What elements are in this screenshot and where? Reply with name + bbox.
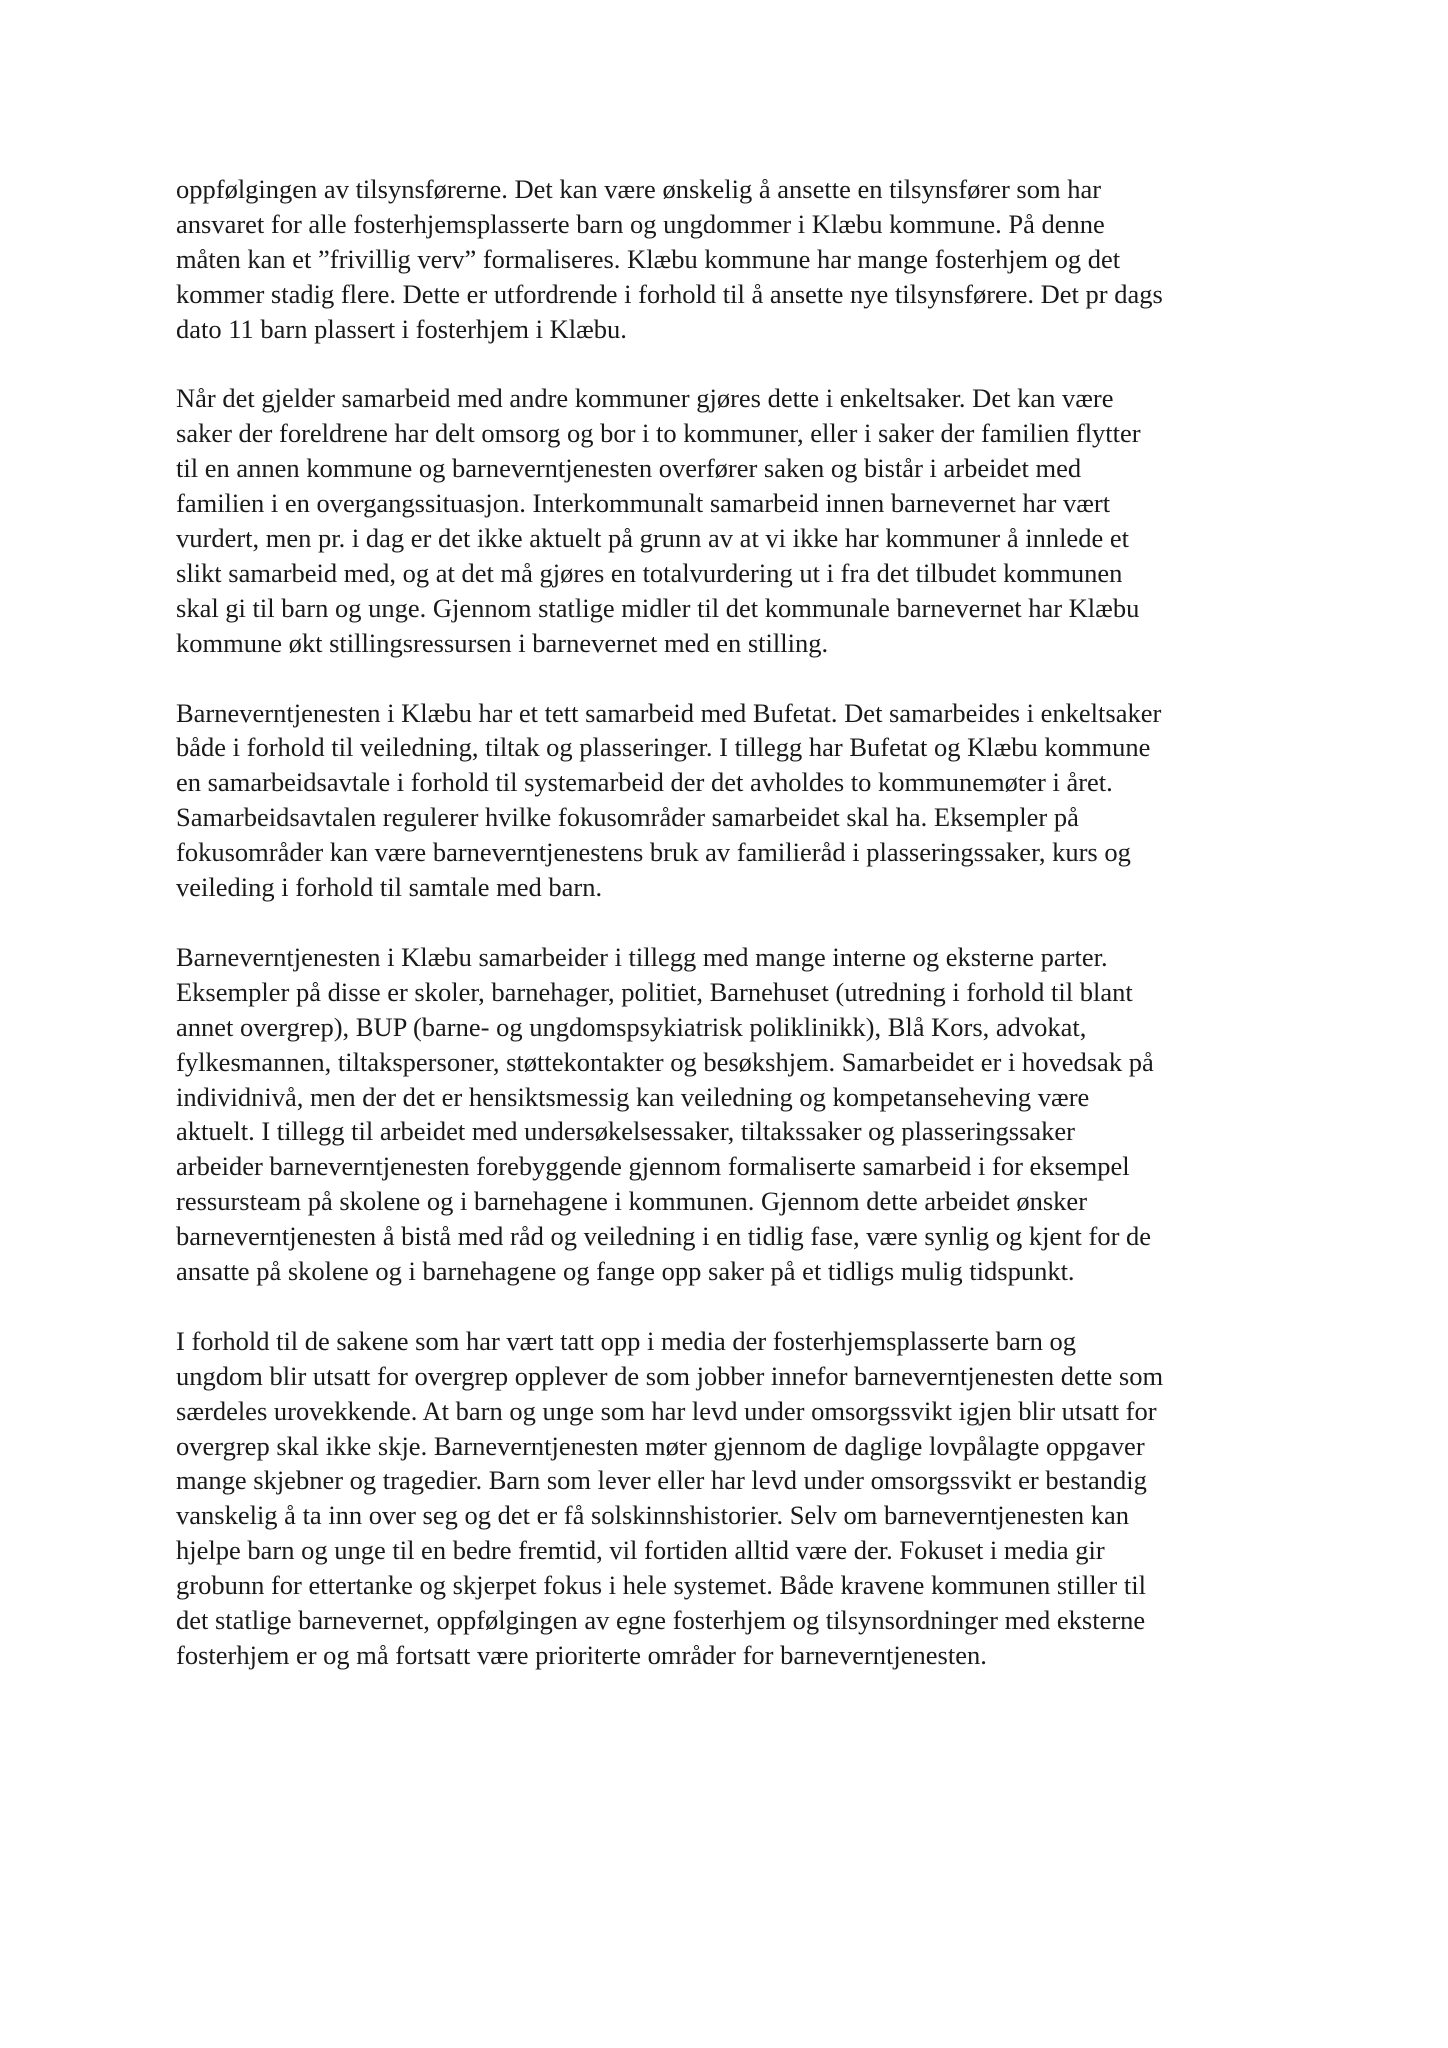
text-line: kommer stadig flere. Dette er utfordrende i forhold til å ansette nye tilsynsførere. Det pr dags bbox=[176, 278, 1163, 309]
text-line: oppfølgingen av tilsynsførerne. Det kan være ønskelig å ansette en tilsynsfører som har bbox=[176, 174, 1102, 204]
text-line: fylkesmannen, tiltakspersoner, støttekontakter og besøkshjem. Samarbeidet er i hovedsak på bbox=[176, 1046, 1154, 1077]
text-line: ungdom blir utsatt for overgrep opplever de som jobber innefor barneverntjenesten dette som bbox=[176, 1360, 1164, 1391]
text-line: Samarbeidsavtalen regulerer hvilke fokusområder samarbeidet skal ha. Eksempler på bbox=[176, 802, 1079, 833]
text-line: fosterhjem er og må fortsatt være prioriterte områder for barneverntjenesten. bbox=[176, 1640, 987, 1670]
text-line: måten kan et ”frivillig verv” formaliseres. Klæbu kommune har mange fosterhjem og det bbox=[176, 243, 1121, 274]
text-line: det statlige barnevernet, oppfølgingen av egne fosterhjem og tilsynsordninger med eksterne bbox=[176, 1605, 1146, 1636]
text-line: vanskelig å ta inn over seg og det er få solskinnshistorier. Selv om barneverntjenesten kan bbox=[176, 1500, 1130, 1531]
text-line: kommune økt stillingsressursen i barnevernet med en stilling. bbox=[176, 627, 829, 658]
text-line: barneverntjenesten å bistå med råd og veiledning i en tidlig fase, være synlig og kjent for de bbox=[176, 1221, 1152, 1252]
text-line: Eksempler på disse er skoler, barnehager, politiet, Barnehuset (utredning i forhold til blant bbox=[176, 976, 1133, 1007]
text-line: både i forhold til veiledning, tiltak og plasseringer. I tillegg har Bufetat og Klæbu kommune bbox=[176, 732, 1151, 763]
text-line: ressursteam på skolene og i barnehagene i kommunen. Gjennom dette arbeidet ønsker bbox=[176, 1186, 1088, 1217]
text-line: fokusområder kan være barneverntjenestens bruk av familieråd i plasseringssaker, kurs og bbox=[176, 837, 1131, 868]
paragraph-4 bbox=[176, 940, 1286, 1289]
text-line: en samarbeidsavtale i forhold til systemarbeid der det avholdes to kommunemøter i året. bbox=[176, 767, 1113, 798]
text-line: familien i en overgangssituasjon. Interkommunalt samarbeid innen barnevernet har vært bbox=[176, 488, 1111, 519]
text-line: grobunn for ettertanke og skjerpet fokus i hele systemet. Både kravene kommunen stiller til bbox=[176, 1570, 1146, 1601]
text-line: I forhold til de sakene som har vært tatt opp i media der fosterhjemsplasserte barn og bbox=[176, 1325, 1077, 1356]
text-line: aktuelt. I tillegg til arbeidet med undersøkelsessaker, tiltakssaker og plasseringssaker bbox=[176, 1116, 1075, 1147]
paragraph-2 bbox=[176, 381, 1286, 660]
paragraph-5 bbox=[176, 1324, 1286, 1673]
text-line: ansvaret for alle fosterhjemsplasserte barn og ungdommer i Klæbu kommune. På denne bbox=[176, 208, 1105, 239]
text-line: overgrep skal ikke skje. Barneverntjenesten møter gjennom de daglige lovpålagte oppgaver bbox=[176, 1430, 1145, 1461]
text-line: særdeles urovekkende. At barn og unge som har levd under omsorgssvikt igjen blir utsatt for bbox=[176, 1395, 1157, 1426]
paragraph-3 bbox=[176, 696, 1286, 905]
text-line: annet overgrep), BUP (barne- og ungdomspsykiatrisk poliklinikk), Blå Kors, advokat, bbox=[176, 1011, 1087, 1042]
text-line: skal gi til barn og unge. Gjennom statlige midler til det kommunale barnevernet har Klæbu bbox=[176, 592, 1140, 623]
text-line: Barneverntjenesten i Klæbu har et tett samarbeid med Bufetat. Det samarbeides i enkeltsaker bbox=[176, 697, 1162, 728]
text-line: ansatte på skolene og i barnehagene og fange opp saker på et tidligs mulig tidspunkt. bbox=[176, 1256, 1075, 1287]
text-line: Når det gjelder samarbeid med andre kommuner gjøres dette i enkeltsaker. Det kan være bbox=[176, 383, 1114, 414]
text-line: individnivå, men der det er hensiktsmessig kan veiledning og kompetanseheving være bbox=[176, 1081, 1090, 1112]
text-line: veileding i forhold til samtale med barn. bbox=[176, 872, 603, 903]
text-line: hjelpe barn og unge til en bedre fremtid, vil fortiden alltid være der. Fokuset i media gir bbox=[176, 1535, 1105, 1566]
paragraph-1 bbox=[176, 172, 1286, 347]
text-line: dato 11 barn plassert i fosterhjem i Klæbu. bbox=[176, 313, 627, 344]
text-line: arbeider barneverntjenesten forebyggende gjennom formaliserte samarbeid i for eksempel bbox=[176, 1151, 1130, 1182]
text-line: Barneverntjenesten i Klæbu samarbeider i tillegg med mange interne og eksterne parter. bbox=[176, 941, 1108, 972]
text-line: vurdert, men pr. i dag er det ikke aktuelt på grunn av at vi ikke har kommuner å innlede et bbox=[176, 523, 1129, 554]
document-page bbox=[176, 172, 1286, 1708]
text-line: slikt samarbeid med, og at det må gjøres en totalvurdering ut i fra det tilbudet kommunen bbox=[176, 557, 1123, 588]
text-line: til en annen kommune og barneverntjenesten overfører saken og bistår i arbeidet med bbox=[176, 453, 1082, 484]
text-line: saker der foreldrene har delt omsorg og bor i to kommuner, eller i saker der familien flytter bbox=[176, 418, 1141, 449]
text-line: mange skjebner og tragedier. Barn som lever eller har levd under omsorgssvikt er bestandig bbox=[176, 1465, 1147, 1496]
